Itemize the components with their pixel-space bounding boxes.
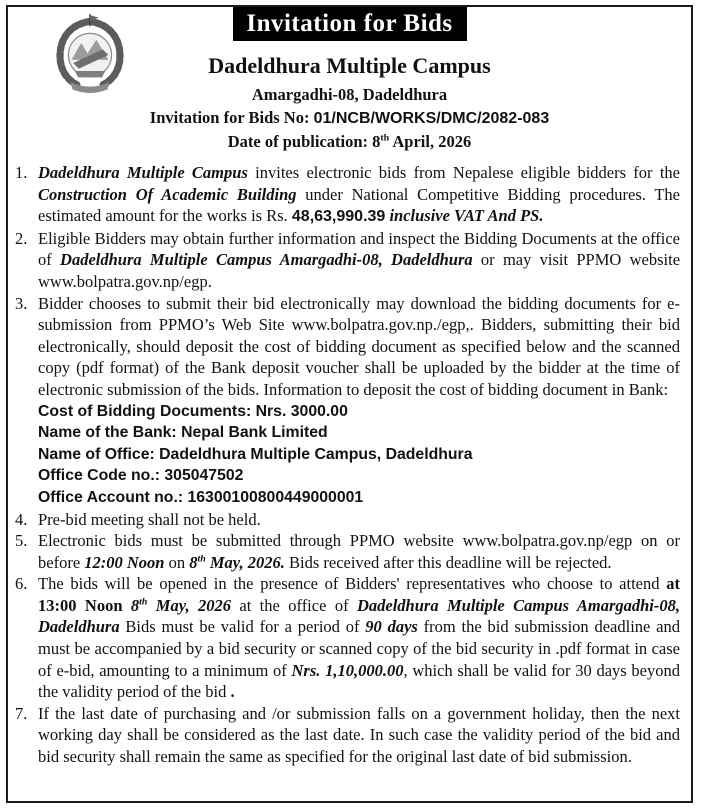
text-segment: , which shall be valid for 30 days beyond the validity period of the bid (38, 660, 681, 702)
text-segment: If the last date of purchasing and /or submission falls on a government holiday, then the next working day shall be considered as the last date. In such case the validity period of the bid and bid security shall remain the same as specified for the original last date of bid submission. (38, 703, 680, 767)
text-segment: Pre-bid meeting shall not be held. (38, 509, 261, 529)
list-item (15, 573, 680, 703)
text-segment: at 13:00 Noon (38, 574, 680, 615)
campus-address: Amargadhi-08, Dadeldhura (251, 85, 448, 104)
text-segment: under National Competitive Bidding procedures. The estimated amount for the works is Rs. (38, 184, 680, 226)
text-segment: 01/NCB/WORKS/DMC/2082-083 (313, 110, 550, 127)
list-item (15, 228, 680, 293)
list-item-number: 4. (15, 509, 28, 529)
publication-date-line (8, 131, 691, 152)
bid-number-line (8, 107, 691, 129)
list-item (15, 509, 680, 531)
list-item-text (38, 294, 680, 399)
text-segment: on (164, 552, 190, 572)
text-segment: 90 days (365, 617, 418, 637)
text-segment: 12:00 Noon (84, 552, 165, 572)
text-segment: invites electronic bids from Nepalese eligible bidders for the (247, 163, 680, 182)
list-item-text (38, 229, 680, 291)
text-segment: th (380, 132, 390, 144)
text-segment: The bids will be opened in the presence of Bidders' representatives who choose to attend (38, 574, 667, 594)
list-item-number: 1. (15, 163, 28, 182)
text-segment: Eligible Bidders may obtain further information and inspect the Bidding Documents at the office of (38, 228, 680, 270)
bid-notice-list (8, 162, 691, 768)
notice-page-frame (6, 5, 693, 803)
list-item (15, 703, 680, 768)
bank-detail-line: Office Code no.: 305047502 (38, 467, 244, 485)
text-segment: Date of publication: 8 (227, 132, 381, 151)
bank-detail-line: Cost of Bidding Documents: Nrs. 3000.00 (38, 402, 348, 420)
list-item (15, 530, 680, 573)
banner-title: Invitation for Bids (233, 7, 467, 41)
list-item-text (38, 531, 680, 572)
text-segment: Invitation for Bids No: (149, 108, 314, 127)
text-segment: Dadeldhura Multiple Campus Amargadhi-08, Dadeldhura (38, 595, 680, 637)
text-segment: 48,63,990.39 (291, 208, 386, 226)
text-segment: 8 (189, 552, 198, 572)
text-segment: Nrs. 1,10,000.00 (291, 660, 404, 680)
text-segment: 8 (130, 595, 140, 615)
text-segment: th (197, 553, 206, 565)
list-item-number: 5. (15, 531, 28, 551)
text-segment: or may visit PPMO website www.bolpatra.gov.np/egp. (38, 250, 681, 291)
text-segment: May, 2026 (147, 595, 231, 615)
list-item-number: 7. (15, 703, 28, 723)
list-item-number: 2. (15, 228, 28, 248)
bank-detail-line: Office Account no.: 16300100800449000001 (38, 488, 364, 506)
text-segment: Bids received after this deadline will be rejected. (284, 552, 612, 572)
text-segment: . (230, 682, 235, 702)
bank-detail-line: Name of the Bank: Nepal Bank Limited (38, 424, 328, 442)
text-segment: Dadeldhura Multiple Campus (38, 163, 248, 182)
list-item-text (38, 163, 680, 225)
nepal-emblem-icon (50, 13, 130, 97)
text-segment: Bidder chooses to submit their bid electronically may download the bidding documents for e-submission from PPMO’s Web Site www.bolpatra.gov.np./egp,. Bidders, submitting their bid electronically, should deposit the cost of bidding document as specified below and the scanned copy (pdf format) of the Bank deposit voucher shall be uploaded by the bidder at the time of electronic submission of the bids. Information to deposit the cost of bidding document in Bank: (38, 293, 680, 399)
list-item (15, 162, 680, 228)
list-item-number: 3. (15, 293, 28, 313)
list-item-text (38, 510, 261, 529)
bank-detail-line: Name of Office: Dadeldhura Multiple Campus, Dadeldhura (38, 445, 473, 463)
text-segment: May, 2026. (205, 552, 285, 572)
text-segment: Dadeldhura Multiple Campus Amargadhi-08, Dadeldhura (60, 250, 473, 270)
list-item-text (38, 704, 680, 766)
text-segment: April, 2026 (389, 132, 472, 151)
text-segment: Bids must be valid for a period of (119, 617, 366, 637)
text-segment: Construction Of Academic Building (38, 184, 297, 204)
organization-name: Dadeldhura Multiple Campus (208, 53, 491, 78)
text-segment: th (139, 596, 148, 608)
text-segment: at the office of (230, 595, 357, 615)
list-item-text (38, 574, 680, 701)
text-segment: inclusive VAT And PS. (389, 206, 544, 226)
text-segment: from the bid submission deadline and must be accompanied by a bid security or scanned copy of the bid security in .pdf format in case of e-bid, amounting to a minimum of (38, 617, 680, 680)
text-segment: Electronic bids must be submitted through PPMO website www.bolpatra.gov.np/egp on or before (38, 531, 680, 572)
list-item-number: 6. (15, 574, 28, 594)
list-item (15, 293, 680, 509)
